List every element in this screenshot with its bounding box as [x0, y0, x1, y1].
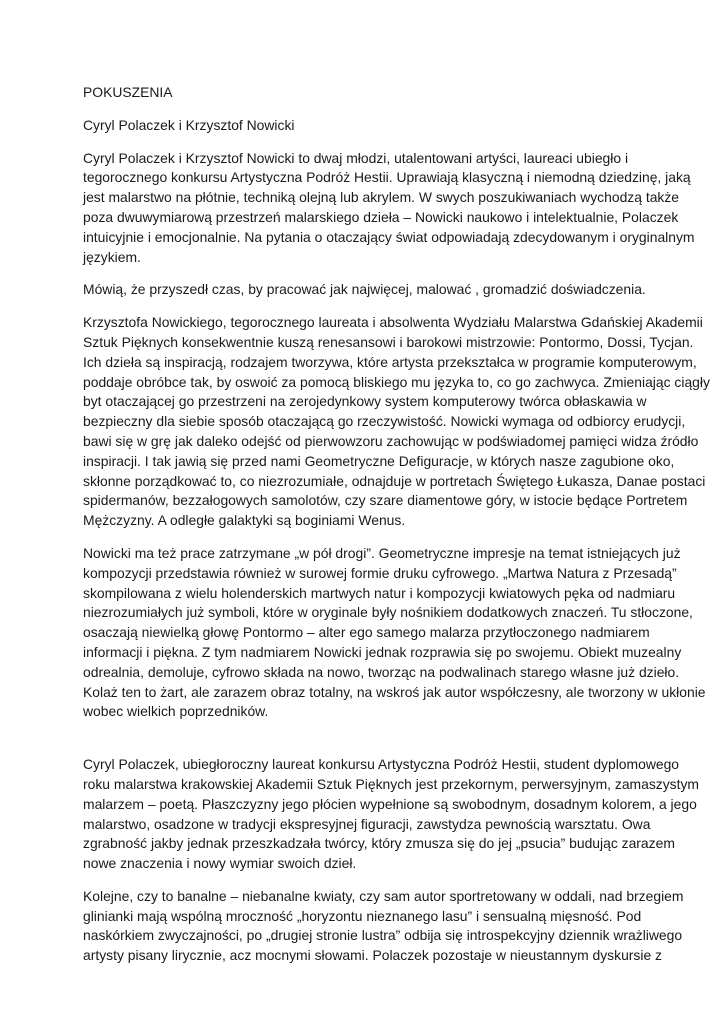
text-line: informacji i piękna. Z tym nadmiarem Nowicki jednak rozprawia się po swojemu. Obiekt muzealny	[83, 643, 682, 660]
text-line: Mówią, że przyszedł czas, by pracować jak najwięcej, malować , gromadzić doświadczenia.	[83, 281, 646, 298]
text-line: bawi się w grę jak daleko odejść od pierwowzoru zachowując w podświadomej pamięci widza źródło	[83, 432, 699, 449]
document-title: POKUSZENIA	[83, 84, 173, 100]
text-line: poddaje obróbce tak, by oswoić za pomocą bliskiego mu języka to, co go zachwyca. Zmieniając ciągły	[83, 373, 710, 390]
text-line: odrealnia, demoluje, cyfrowo składa na nowo, tworząc na podwalinach starego własne już dzieło.	[83, 663, 680, 680]
paragraph-intro	[83, 149, 695, 268]
text-line: językiem.	[83, 248, 141, 265]
text-line: Cyryl Polaczek, ubiegłoroczny laureat konkursu Artystyczna Podróż Hestii, student dyplomowego	[83, 756, 680, 773]
text-line: niezrozumiałych już symboli, które w oryginale były nośnikiem dodatkowych znaczeń. Tu stłoczone,	[83, 604, 693, 621]
text-line: tegorocznego konkursu Artystyczna Podróż Hestii. Uprawiają klasyczną i niemodną dziedzinę, jaką	[83, 169, 691, 186]
text-line: poza dwuwymiarową przestrzeń malarskiego dzieła – Nowicki naukowo i intelektualnie, Polaczek	[83, 208, 679, 225]
text-line: glinianki mają wspólną mroczność „horyzontu nieznanego lasu” i sensualną mięsność. Pod	[83, 907, 642, 924]
paragraph-nowicki-works	[83, 544, 706, 722]
document-body	[83, 83, 710, 979]
text-line: kompozycji przedstawia również w surowej formie druku cyfrowego. „Martwa Natura z Przesadą”	[83, 564, 677, 581]
text-line: byt otaczającej go przestrzeni na zerojedynkowy system komputerowy twórca obłaskawia w	[83, 393, 647, 410]
text-line: jest malarstwo na płótnie, techniką olejną lub akrylem. W swych poszukiwaniach wychodzą także	[83, 189, 680, 206]
text-line: Kolaż ten to żart, ale zarazem obraz totalny, na wskroś jak autor współczesny, ale tworzony w ukłonie	[83, 683, 706, 700]
paragraph-polaczek	[83, 755, 699, 874]
text-line: Cyryl Polaczek i Krzysztof Nowicki to dwaj młodzi, utalentowani artyści, laureaci ubiegło i	[83, 149, 629, 166]
text-line: artysty pisany lirycznie, acz mocnymi słowami. Polaczek pozostaje w nieustannym dyskursie z	[83, 947, 662, 964]
text-line: inspiracji. I tak jawią się przed nami Geometryczne Defiguracje, w których nasze zagubione oko,	[83, 452, 675, 469]
text-line: spidermanów, bezzałogowych samolotów, czy szare diamentowe góry, w istocie będące Portretem	[83, 492, 688, 509]
text-line: bezpieczny dla siebie sposób otaczającą go rzeczywistość. Nowicki wymaga od odbiorcy erudycji,	[83, 413, 686, 430]
text-line: Krzysztofa Nowickiego, tegorocznego laureata i absolwenta Wydziału Malarstwa Gdańskiej Akademii	[83, 314, 703, 331]
text-line: zgrabność jakby jednak przeszkadzała twórcy, który zmusza się do jej „psucia” budując zarazem	[83, 835, 675, 852]
document-authors: Cyryl Polaczek i Krzysztof Nowicki	[83, 116, 295, 133]
paragraph-spacer	[83, 735, 653, 755]
text-line: Sztuk Pięknych konsekwentnie kuszą renesansowi i barokowi mistrzowie: Pontormo, Dossi, Tycjan.	[83, 333, 694, 350]
paragraph-nowicki	[83, 313, 710, 531]
text-line: osaczają niewielką głowę Pontormo – alter ego samego malarza przytłoczonego nadmiarem	[83, 624, 650, 641]
paragraph-quote	[83, 280, 653, 300]
text-line: nowe znaczenia i nowy wymiar swoich dzieł.	[83, 855, 357, 872]
text-line: malarstwo, osadzone w tradycji ekspresyjnej figuracji, zawstydza pewnością warsztatu. Owa	[83, 815, 651, 832]
text-line: Kolejne, czy to banalne – niebanalne kwiaty, czy sam autor sportretowany w oddali, nad brzegiem	[83, 887, 684, 904]
paragraph-polaczek-works	[83, 887, 684, 966]
text-line: roku malarstwa krakowskiej Akademii Sztuk Pięknych jest przekornym, perwersyjnym, zamaszystym	[83, 775, 699, 792]
text-line: skłonne porządkować to, co niezrozumiałe, odnajduje w portretach Świętego Łukasza, Danae postaci	[83, 472, 706, 489]
text-line: Nowicki ma też prace zatrzymane „w pół drogi”. Geometryczne impresje na temat istniejących już	[83, 544, 681, 561]
text-line: Mężczyzny. A odległe galaktyki są boginiami Wenus.	[83, 512, 406, 529]
text-line: wobec wielkich poprzedników.	[83, 703, 269, 720]
text-line: intuicyjnie i emocjonalnie. Na pytania o otaczający świat odpowiadają zdecydowanym i oryginalnym	[83, 228, 695, 245]
text-line: naskórkiem zwyczajności, po „drugiej stronie lustra” odbija się introspekcyjny dziennik wrażliwego	[83, 927, 683, 944]
text-line: malarzem – poetą. Płaszczyzny jego płócien wypełnione są swobodnym, dosadnym kolorem, a jego	[83, 795, 697, 812]
text-line: skompilowana z wielu holenderskich martwych natur i kompozycji kwiatowych pęka od nadmiaru	[83, 584, 676, 601]
text-line: Ich dzieła są inspiracją, rodzajem tworzywa, które artysta przekształca w programie komputerowym,	[83, 353, 697, 370]
